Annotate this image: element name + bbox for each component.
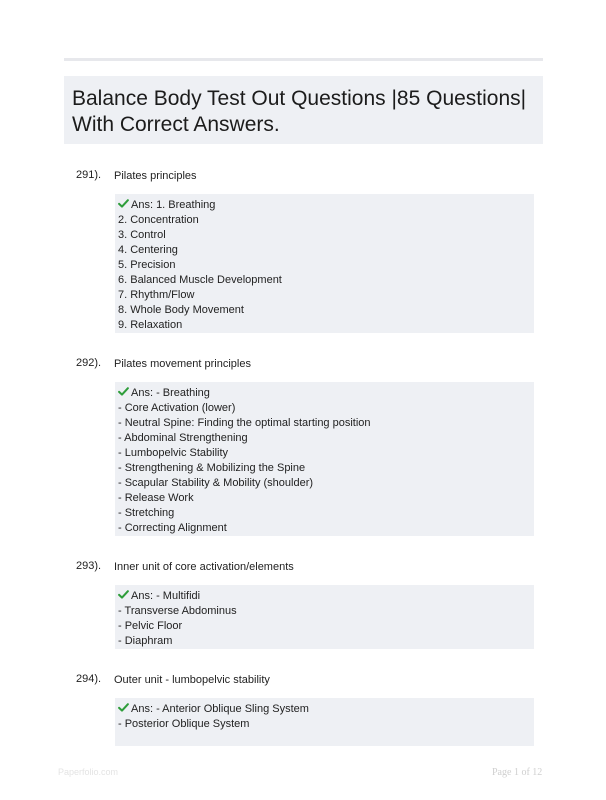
answer-panel xyxy=(115,698,534,746)
answer-line: - Correcting Alignment xyxy=(118,522,227,534)
question-number: 292). xyxy=(76,357,102,369)
answer-line: - Abdominal Strengthening xyxy=(118,432,248,444)
answer-line xyxy=(118,386,534,401)
answer-line: 2. Concentration xyxy=(118,214,199,226)
answer-line: 5. Precision xyxy=(118,259,176,271)
answer-line: - Diaphram xyxy=(118,635,173,647)
check-icon xyxy=(118,386,129,397)
top-divider xyxy=(64,58,543,61)
answer-line: - Scapular Stability & Mobility (shoulder) xyxy=(118,477,314,489)
answer-first: Ans: - Multifidi xyxy=(131,590,201,602)
answer-line xyxy=(118,589,534,604)
footer-site: Paperfolio.com xyxy=(58,767,119,777)
answer-line: 6. Balanced Muscle Development xyxy=(118,274,282,286)
answer-first: Ans: - Breathing xyxy=(131,387,210,399)
answer-line: 8. Whole Body Movement xyxy=(118,304,244,316)
answer-line: - Release Work xyxy=(118,492,194,504)
answer-line: 4. Centering xyxy=(118,244,178,256)
answer-panel xyxy=(115,585,534,649)
answer-line xyxy=(118,702,534,717)
answer-line xyxy=(118,198,534,213)
check-icon xyxy=(118,198,129,209)
answer-line: - Stretching xyxy=(118,507,175,519)
answer-first: Ans: - Anterior Oblique Sling System xyxy=(131,703,309,715)
page-indicator: Page 1 of 12 xyxy=(492,767,543,778)
question-number: 293). xyxy=(76,560,102,572)
answer-line: - Transverse Abdominus xyxy=(118,605,237,617)
answer-first: Ans: 1. Breathing xyxy=(131,199,216,211)
question-text: Outer unit - lumbopelvic stability xyxy=(114,674,270,686)
check-icon xyxy=(118,702,129,713)
answer-line: 3. Control xyxy=(118,229,166,241)
question-text: Pilates principles xyxy=(114,170,197,182)
answer-line: - Neutral Spine: Finding the optimal starting position xyxy=(118,417,371,429)
title-banner xyxy=(64,76,543,144)
answer-line: - Strengthening & Mobilizing the Spine xyxy=(118,462,306,474)
answer-line: - Core Activation (lower) xyxy=(118,402,236,414)
question-text: Pilates movement principles xyxy=(114,358,251,370)
answer-panel xyxy=(115,194,534,333)
document-title: Balance Body Test Out Questions |85 Questions| With Correct Answers. xyxy=(72,87,527,136)
check-icon xyxy=(118,589,129,600)
question-number: 291). xyxy=(76,169,102,181)
answer-line: - Lumbopelvic Stability xyxy=(118,447,229,459)
answer-line: 9. Relaxation xyxy=(118,319,183,331)
answer-panel xyxy=(115,382,534,536)
answer-line: - Posterior Oblique System xyxy=(118,718,250,730)
question-number: 294). xyxy=(76,673,102,685)
answer-line: - Pelvic Floor xyxy=(118,620,183,632)
question-text: Inner unit of core activation/elements xyxy=(114,561,294,573)
answer-line: 7. Rhythm/Flow xyxy=(118,289,195,301)
